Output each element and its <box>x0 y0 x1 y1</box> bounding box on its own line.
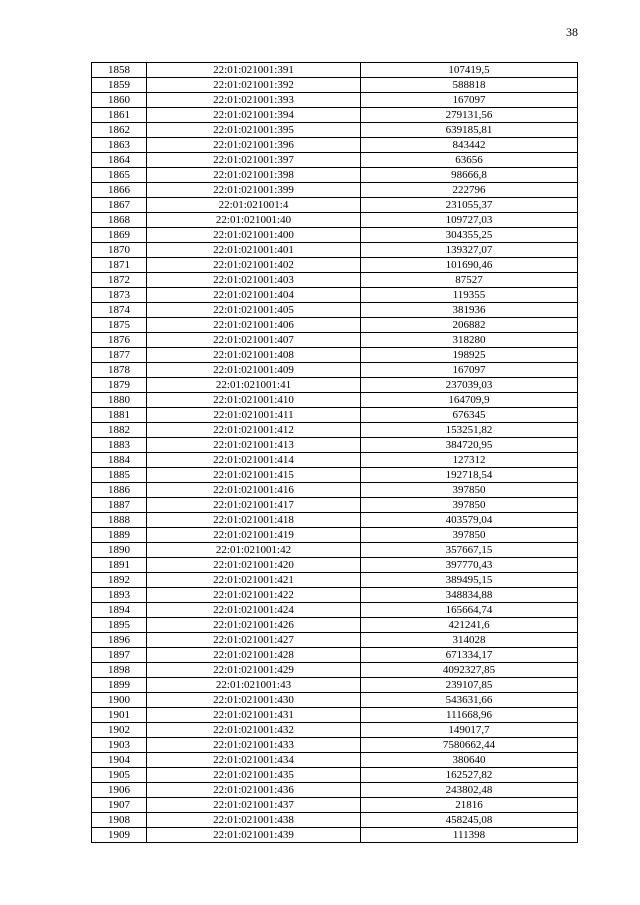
cadastral-number-cell: 22:01:021001:398 <box>147 168 361 183</box>
cadastral-number-cell: 22:01:021001:420 <box>147 558 361 573</box>
table-row <box>92 768 578 783</box>
table-row <box>92 363 578 378</box>
table-row <box>92 558 578 573</box>
row-number-cell: 1866 <box>92 183 147 198</box>
table-row <box>92 513 578 528</box>
cadastral-number-cell: 22:01:021001:434 <box>147 753 361 768</box>
cadastral-number-cell: 22:01:021001:432 <box>147 723 361 738</box>
cadastral-number-cell: 22:01:021001:408 <box>147 348 361 363</box>
row-number-cell: 1900 <box>92 693 147 708</box>
cadastral-value-cell: 192718,54 <box>361 468 578 483</box>
cadastral-number-cell: 22:01:021001:417 <box>147 498 361 513</box>
row-number-cell: 1891 <box>92 558 147 573</box>
cadastral-number-cell: 22:01:021001:391 <box>147 63 361 78</box>
cadastral-value-cell: 222796 <box>361 183 578 198</box>
cadastral-value-cell: 403579,04 <box>361 513 578 528</box>
table-row <box>92 78 578 93</box>
page-number: 38 <box>566 25 578 39</box>
cadastral-number-cell: 22:01:021001:401 <box>147 243 361 258</box>
cadastral-value-cell: 243802,48 <box>361 783 578 798</box>
row-number-cell: 1875 <box>92 318 147 333</box>
table-row <box>92 138 578 153</box>
cadastral-number-cell: 22:01:021001:41 <box>147 378 361 393</box>
cadastral-number-cell: 22:01:021001:435 <box>147 768 361 783</box>
cadastral-value-cell: 127312 <box>361 453 578 468</box>
row-number-cell: 1858 <box>92 63 147 78</box>
cadastral-number-cell: 22:01:021001:430 <box>147 693 361 708</box>
table-row <box>92 258 578 273</box>
table-row <box>92 468 578 483</box>
cadastral-value-cell: 304355,25 <box>361 228 578 243</box>
cadastral-number-cell: 22:01:021001:438 <box>147 813 361 828</box>
cadastral-number-cell: 22:01:021001:395 <box>147 123 361 138</box>
table-row <box>92 63 578 78</box>
cadastral-number-cell: 22:01:021001:400 <box>147 228 361 243</box>
cadastral-value-cell: 458245,08 <box>361 813 578 828</box>
table-row <box>92 573 578 588</box>
table-row <box>92 333 578 348</box>
table-row <box>92 678 578 693</box>
row-number-cell: 1909 <box>92 828 147 843</box>
cadastral-value-cell: 231055,37 <box>361 198 578 213</box>
table-row <box>92 183 578 198</box>
cadastral-value-cell: 164709,9 <box>361 393 578 408</box>
table-row <box>92 603 578 618</box>
row-number-cell: 1903 <box>92 738 147 753</box>
row-number-cell: 1884 <box>92 453 147 468</box>
row-number-cell: 1874 <box>92 303 147 318</box>
cadastral-value-cell: 348834,88 <box>361 588 578 603</box>
cadastral-number-cell: 22:01:021001:410 <box>147 393 361 408</box>
cadastral-number-cell: 22:01:021001:415 <box>147 468 361 483</box>
row-number-cell: 1896 <box>92 633 147 648</box>
cadastral-value-cell: 397850 <box>361 528 578 543</box>
cadastral-value-cell: 380640 <box>361 753 578 768</box>
table-row <box>92 663 578 678</box>
table-row <box>92 498 578 513</box>
table-row <box>92 738 578 753</box>
cadastral-value-cell: 7580662,44 <box>361 738 578 753</box>
cadastral-value-cell: 167097 <box>361 93 578 108</box>
row-number-cell: 1905 <box>92 768 147 783</box>
table-row <box>92 423 578 438</box>
cadastral-number-cell: 22:01:021001:413 <box>147 438 361 453</box>
cadastral-value-cell: 588818 <box>361 78 578 93</box>
table-row <box>92 483 578 498</box>
cadastral-value-cell: 111398 <box>361 828 578 843</box>
cadastral-number-cell: 22:01:021001:412 <box>147 423 361 438</box>
row-number-cell: 1865 <box>92 168 147 183</box>
row-number-cell: 1881 <box>92 408 147 423</box>
cadastral-value-cell: 21816 <box>361 798 578 813</box>
table-row <box>92 693 578 708</box>
table-row <box>92 618 578 633</box>
cadastral-number-cell: 22:01:021001:393 <box>147 93 361 108</box>
row-number-cell: 1892 <box>92 573 147 588</box>
cadastral-number-cell: 22:01:021001:392 <box>147 78 361 93</box>
cadastral-value-cell: 676345 <box>361 408 578 423</box>
table-row <box>92 708 578 723</box>
row-number-cell: 1894 <box>92 603 147 618</box>
cadastral-value-cell: 543631,66 <box>361 693 578 708</box>
cadastral-value-cell: 397770,43 <box>361 558 578 573</box>
cadastral-number-cell: 22:01:021001:414 <box>147 453 361 468</box>
cadastral-value-cell: 198925 <box>361 348 578 363</box>
cadastral-value-cell: 843442 <box>361 138 578 153</box>
cadastral-number-cell: 22:01:021001:42 <box>147 543 361 558</box>
cadastral-number-cell: 22:01:021001:402 <box>147 258 361 273</box>
row-number-cell: 1863 <box>92 138 147 153</box>
row-number-cell: 1867 <box>92 198 147 213</box>
row-number-cell: 1871 <box>92 258 147 273</box>
row-number-cell: 1904 <box>92 753 147 768</box>
table-row <box>92 438 578 453</box>
cadastral-value-cell: 167097 <box>361 363 578 378</box>
table-row <box>92 108 578 123</box>
table-row <box>92 753 578 768</box>
cadastral-value-cell: 149017,7 <box>361 723 578 738</box>
table-row <box>92 528 578 543</box>
table-row <box>92 648 578 663</box>
cadastral-value-cell: 107419,5 <box>361 63 578 78</box>
table-row <box>92 153 578 168</box>
table-row <box>92 168 578 183</box>
cadastral-value-cell: 421241,6 <box>361 618 578 633</box>
cadastral-value-cell: 109727,03 <box>361 213 578 228</box>
row-number-cell: 1869 <box>92 228 147 243</box>
row-number-cell: 1886 <box>92 483 147 498</box>
cadastral-value-table <box>91 62 578 843</box>
cadastral-number-cell: 22:01:021001:422 <box>147 588 361 603</box>
table-row <box>92 228 578 243</box>
cadastral-value-cell: 139327,07 <box>361 243 578 258</box>
table-row <box>92 588 578 603</box>
cadastral-number-cell: 22:01:021001:407 <box>147 333 361 348</box>
cadastral-number-cell: 22:01:021001:437 <box>147 798 361 813</box>
row-number-cell: 1902 <box>92 723 147 738</box>
table-row <box>92 198 578 213</box>
row-number-cell: 1889 <box>92 528 147 543</box>
table-row <box>92 798 578 813</box>
row-number-cell: 1864 <box>92 153 147 168</box>
cadastral-value-cell: 111668,96 <box>361 708 578 723</box>
cadastral-value-cell: 239107,85 <box>361 678 578 693</box>
row-number-cell: 1872 <box>92 273 147 288</box>
cadastral-value-cell: 87527 <box>361 273 578 288</box>
row-number-cell: 1906 <box>92 783 147 798</box>
row-number-cell: 1899 <box>92 678 147 693</box>
cadastral-value-cell: 381936 <box>361 303 578 318</box>
cadastral-value-cell: 384720,95 <box>361 438 578 453</box>
table-row <box>92 273 578 288</box>
table-row <box>92 453 578 468</box>
cadastral-number-cell: 22:01:021001:405 <box>147 303 361 318</box>
table-row <box>92 288 578 303</box>
table-row <box>92 723 578 738</box>
row-number-cell: 1893 <box>92 588 147 603</box>
row-number-cell: 1890 <box>92 543 147 558</box>
table-row <box>92 318 578 333</box>
cadastral-number-cell: 22:01:021001:421 <box>147 573 361 588</box>
table-row <box>92 123 578 138</box>
cadastral-value-cell: 639185,81 <box>361 123 578 138</box>
cadastral-number-cell: 22:01:021001:424 <box>147 603 361 618</box>
row-number-cell: 1876 <box>92 333 147 348</box>
row-number-cell: 1861 <box>92 108 147 123</box>
row-number-cell: 1888 <box>92 513 147 528</box>
cadastral-number-cell: 22:01:021001:396 <box>147 138 361 153</box>
row-number-cell: 1882 <box>92 423 147 438</box>
row-number-cell: 1873 <box>92 288 147 303</box>
row-number-cell: 1908 <box>92 813 147 828</box>
cadastral-number-cell: 22:01:021001:403 <box>147 273 361 288</box>
cadastral-number-cell: 22:01:021001:419 <box>147 528 361 543</box>
table-row <box>92 543 578 558</box>
cadastral-value-cell: 98666,8 <box>361 168 578 183</box>
row-number-cell: 1895 <box>92 618 147 633</box>
cadastral-number-cell: 22:01:021001:418 <box>147 513 361 528</box>
cadastral-value-cell: 63656 <box>361 153 578 168</box>
cadastral-number-cell: 22:01:021001:436 <box>147 783 361 798</box>
cadastral-number-cell: 22:01:021001:399 <box>147 183 361 198</box>
row-number-cell: 1907 <box>92 798 147 813</box>
row-number-cell: 1860 <box>92 93 147 108</box>
row-number-cell: 1887 <box>92 498 147 513</box>
cadastral-value-cell: 357667,15 <box>361 543 578 558</box>
table-row <box>92 393 578 408</box>
table-row <box>92 303 578 318</box>
cadastral-value-cell: 119355 <box>361 288 578 303</box>
cadastral-number-cell: 22:01:021001:40 <box>147 213 361 228</box>
cadastral-value-cell: 279131,56 <box>361 108 578 123</box>
cadastral-number-cell: 22:01:021001:428 <box>147 648 361 663</box>
row-number-cell: 1897 <box>92 648 147 663</box>
cadastral-value-cell: 206882 <box>361 318 578 333</box>
cadastral-value-cell: 389495,15 <box>361 573 578 588</box>
cadastral-number-cell: 22:01:021001:429 <box>147 663 361 678</box>
table-row <box>92 408 578 423</box>
cadastral-number-cell: 22:01:021001:43 <box>147 678 361 693</box>
cadastral-number-cell: 22:01:021001:404 <box>147 288 361 303</box>
cadastral-value-cell: 318280 <box>361 333 578 348</box>
cadastral-value-cell: 162527,82 <box>361 768 578 783</box>
cadastral-number-cell: 22:01:021001:397 <box>147 153 361 168</box>
row-number-cell: 1879 <box>92 378 147 393</box>
table-row <box>92 213 578 228</box>
cadastral-number-cell: 22:01:021001:439 <box>147 828 361 843</box>
cadastral-value-cell: 4092327,85 <box>361 663 578 678</box>
cadastral-number-cell: 22:01:021001:416 <box>147 483 361 498</box>
cadastral-number-cell: 22:01:021001:427 <box>147 633 361 648</box>
table-row <box>92 783 578 798</box>
table-row <box>92 348 578 363</box>
cadastral-number-cell: 22:01:021001:4 <box>147 198 361 213</box>
cadastral-value-cell: 165664,74 <box>361 603 578 618</box>
row-number-cell: 1878 <box>92 363 147 378</box>
cadastral-number-cell: 22:01:021001:406 <box>147 318 361 333</box>
row-number-cell: 1870 <box>92 243 147 258</box>
row-number-cell: 1901 <box>92 708 147 723</box>
cadastral-value-cell: 153251,82 <box>361 423 578 438</box>
cadastral-value-cell: 314028 <box>361 633 578 648</box>
cadastral-value-cell: 397850 <box>361 483 578 498</box>
table-row <box>92 378 578 393</box>
cadastral-number-cell: 22:01:021001:394 <box>147 108 361 123</box>
table-row <box>92 633 578 648</box>
table-row <box>92 828 578 843</box>
row-number-cell: 1883 <box>92 438 147 453</box>
row-number-cell: 1880 <box>92 393 147 408</box>
table-body <box>92 63 578 843</box>
cadastral-value-cell: 237039,03 <box>361 378 578 393</box>
cadastral-value-cell: 397850 <box>361 498 578 513</box>
row-number-cell: 1877 <box>92 348 147 363</box>
row-number-cell: 1885 <box>92 468 147 483</box>
table-row <box>92 813 578 828</box>
row-number-cell: 1859 <box>92 78 147 93</box>
cadastral-value-cell: 101690,46 <box>361 258 578 273</box>
cadastral-number-cell: 22:01:021001:433 <box>147 738 361 753</box>
cadastral-number-cell: 22:01:021001:426 <box>147 618 361 633</box>
cadastral-number-cell: 22:01:021001:431 <box>147 708 361 723</box>
table-row <box>92 93 578 108</box>
cadastral-number-cell: 22:01:021001:411 <box>147 408 361 423</box>
cadastral-number-cell: 22:01:021001:409 <box>147 363 361 378</box>
row-number-cell: 1862 <box>92 123 147 138</box>
table-row <box>92 243 578 258</box>
row-number-cell: 1898 <box>92 663 147 678</box>
row-number-cell: 1868 <box>92 213 147 228</box>
cadastral-value-cell: 671334,17 <box>361 648 578 663</box>
